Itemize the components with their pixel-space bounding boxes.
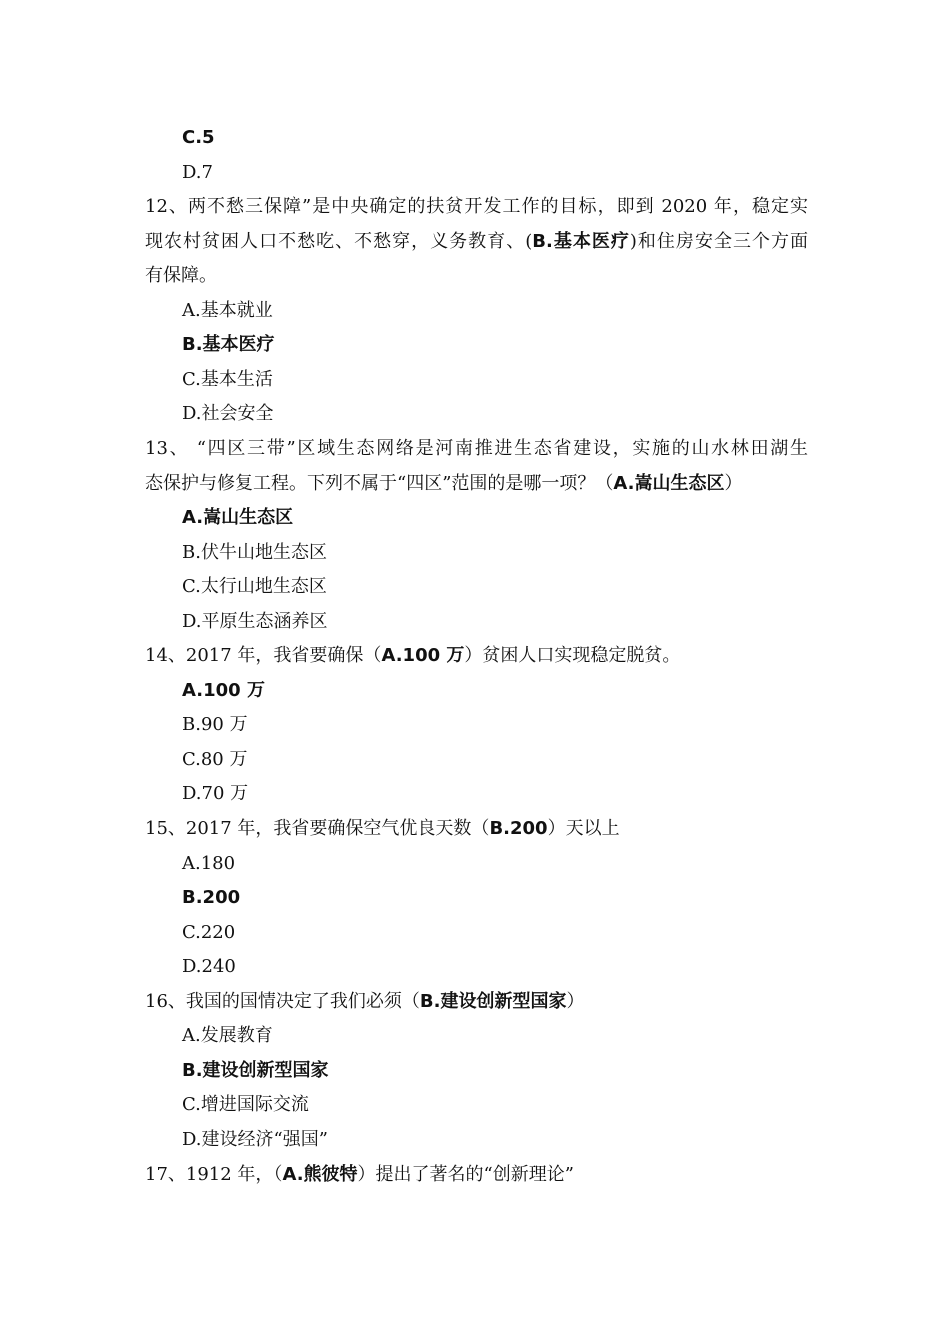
answer-highlight: B.基本医疗 xyxy=(532,230,630,252)
answer-option: C.基本生活 xyxy=(182,368,273,390)
question-text: 17、1912 年，（ xyxy=(145,1163,283,1185)
answer-option: D.240 xyxy=(182,956,236,978)
question-line xyxy=(145,1163,574,1187)
answer-option: A.基本就业 xyxy=(182,299,273,321)
question-text: 12、两不愁三保障”是中央确定的扶贫开发工作的目标，即到 2020 年，稳定实 xyxy=(145,196,808,218)
answer-highlight: A.100 万 xyxy=(381,645,465,667)
question-text-tail: ）提出了著名的“创新理论” xyxy=(357,1163,574,1185)
answer-option: A.180 xyxy=(182,852,236,874)
question-text-tail: ） xyxy=(724,472,743,494)
question-line xyxy=(145,472,743,496)
question-text: 14、2017 年，我省要确保（ xyxy=(145,645,382,667)
answer-option: D.70 万 xyxy=(182,783,249,805)
answer-option: B.200 xyxy=(182,887,241,909)
question-line xyxy=(145,230,808,254)
question-text: 态保护与修复工程。下列不属于“四区”范围的是哪一项？（ xyxy=(145,472,614,494)
question-text: 15、2017 年，我省要确保空气优良天数（ xyxy=(145,818,490,839)
answer-highlight: A.嵩山生态区 xyxy=(613,472,725,494)
answer-option: C.80 万 xyxy=(182,748,248,770)
answer-option: A.发展教育 xyxy=(182,1025,273,1047)
question-text-tail: ）天以上 xyxy=(547,818,620,839)
question-text-tail: )和住房安全三个方面 xyxy=(629,230,808,252)
answer-highlight: B.200 xyxy=(489,818,548,839)
question-text: 现农村贫困人口不愁吃、不愁穿，义务教育、( xyxy=(145,230,533,252)
question-text-tail: ）贫困人口实现稳定脱贫。 xyxy=(464,645,681,667)
answer-option: B.90 万 xyxy=(182,714,248,736)
answer-option: C.增进国际交流 xyxy=(182,1094,309,1116)
question-line xyxy=(145,264,217,288)
question-text: 16、我国的国情决定了我们必须（ xyxy=(145,990,420,1012)
answer-option: C.220 xyxy=(182,921,236,943)
question-line xyxy=(145,644,680,668)
question-line xyxy=(145,990,584,1014)
answer-option: D.建设经济“强国” xyxy=(182,1128,328,1150)
answer-option: B.基本医疗 xyxy=(182,334,275,356)
answer-option: C.5 xyxy=(182,127,215,148)
answer-option: C.太行山地生态区 xyxy=(182,576,327,598)
question-text: 有保障。 xyxy=(145,265,217,287)
question-text: 13、 “四区三带”区域生态网络是河南推进生态省建设，实施的山水林田湖生 xyxy=(145,437,808,459)
question-line xyxy=(145,195,808,219)
answer-highlight: B.建设创新型国家 xyxy=(419,990,567,1012)
question-line xyxy=(145,437,808,461)
answer-option: B.伏牛山地生态区 xyxy=(182,541,327,563)
answer-option: A.嵩山生态区 xyxy=(182,507,294,529)
question-text-tail: ） xyxy=(566,990,585,1012)
answer-option: D.社会安全 xyxy=(182,403,274,425)
answer-option: B.建设创新型国家 xyxy=(182,1059,329,1081)
answer-option: D.7 xyxy=(182,161,213,183)
question-line xyxy=(145,817,620,841)
answer-highlight: A.熊彼特 xyxy=(282,1163,358,1185)
answer-option: A.100 万 xyxy=(182,679,265,701)
answer-option: D.平原生态涵养区 xyxy=(182,610,328,632)
